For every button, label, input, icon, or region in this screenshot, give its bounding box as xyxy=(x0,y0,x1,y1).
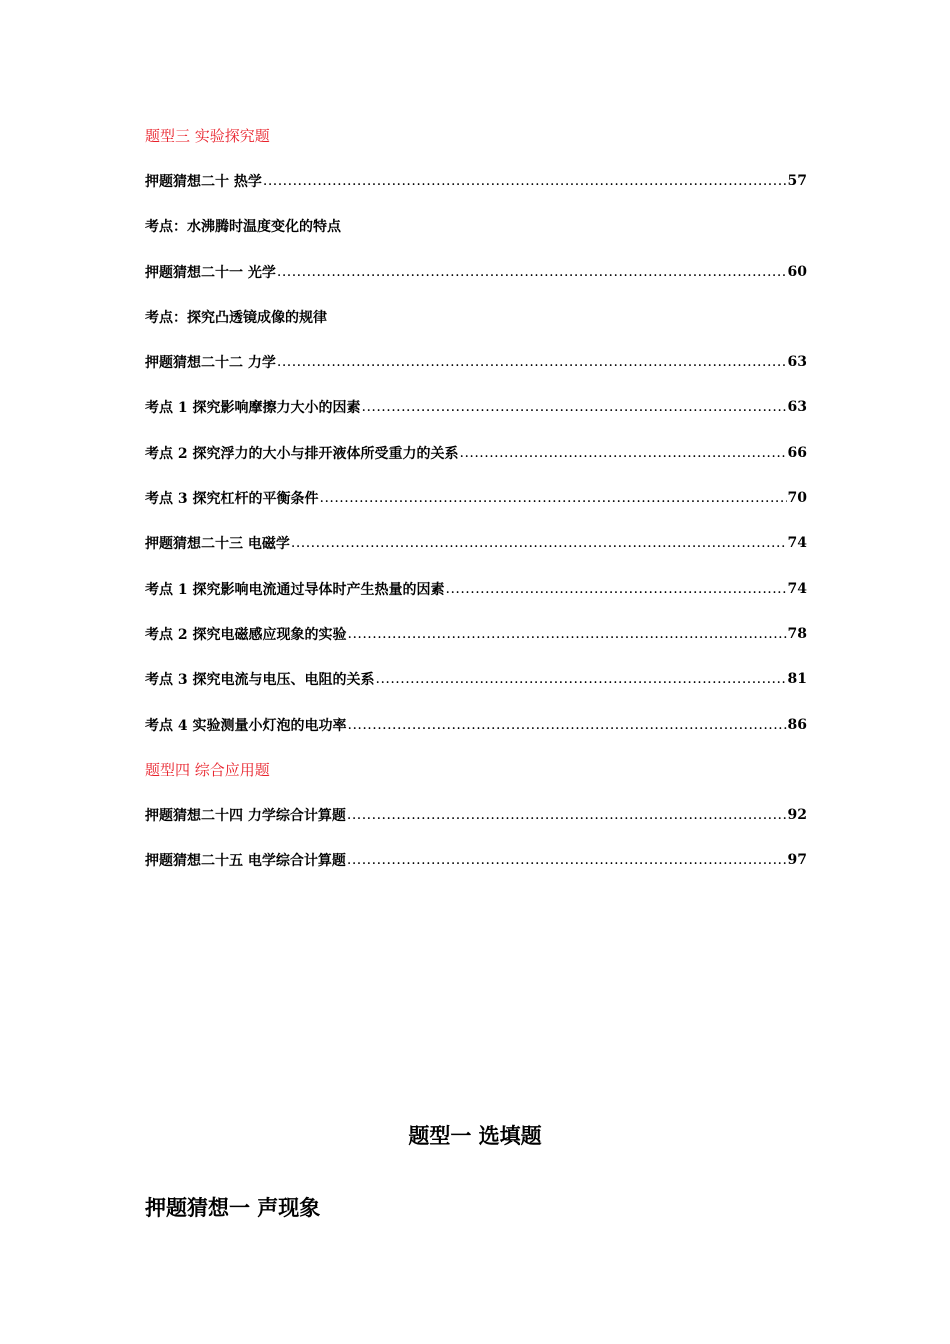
toc-entry-title: 押题猜想二十三 电磁学 xyxy=(145,536,290,553)
dot-leader xyxy=(277,264,787,280)
dot-leader xyxy=(347,852,787,868)
toc-page-number: 60 xyxy=(787,263,807,280)
toc-entry[interactable] xyxy=(145,339,807,384)
toc-section-heading[interactable] xyxy=(145,113,807,158)
toc-entry-title: 考点 1 探究影响电流通过导体时产生热量的因素 xyxy=(145,581,445,598)
toc-page-number: 78 xyxy=(787,625,807,642)
toc-page-number: 81 xyxy=(787,671,807,688)
toc-entry[interactable] xyxy=(145,475,807,520)
section-sub-heading: 押题猜想一 声现象 xyxy=(145,1195,321,1220)
toc-entry[interactable] xyxy=(145,385,807,430)
toc-page-number: 57 xyxy=(787,172,807,189)
toc-entry[interactable] xyxy=(145,430,807,475)
toc-entry[interactable] xyxy=(145,566,807,611)
toc-page-number: 74 xyxy=(787,580,807,597)
toc-entry[interactable] xyxy=(145,611,807,656)
dot-leader xyxy=(263,173,787,189)
toc-entry-title: 押题猜想二十 热学 xyxy=(145,173,262,190)
toc-page-number: 74 xyxy=(787,535,807,552)
dot-leader xyxy=(348,717,787,733)
dot-leader xyxy=(347,807,787,823)
toc-page-number: 66 xyxy=(787,444,807,461)
toc-entry[interactable] xyxy=(145,657,807,702)
dot-leader xyxy=(320,490,787,506)
toc-page-number: 63 xyxy=(787,354,807,371)
toc-entry-title: 押题猜想二十四 力学综合计算题 xyxy=(145,808,346,825)
toc-entry-title: 考点 1 探究影响摩擦力大小的因素 xyxy=(145,400,361,417)
toc-page-number: 97 xyxy=(787,852,807,869)
toc-topic xyxy=(145,294,807,339)
toc-page-number: 92 xyxy=(787,807,807,824)
table-of-contents xyxy=(145,113,807,883)
toc-entry-title: 考点 3 探究电流与电压、电阻的关系 xyxy=(145,672,375,689)
toc-entry[interactable] xyxy=(145,792,807,837)
toc-entry[interactable] xyxy=(145,702,807,747)
dot-leader xyxy=(376,671,787,687)
dot-leader xyxy=(362,399,787,415)
dot-leader xyxy=(291,535,787,551)
dot-leader xyxy=(348,626,787,642)
toc-entry[interactable] xyxy=(145,158,807,203)
toc-topic xyxy=(145,204,807,249)
dot-leader xyxy=(446,581,787,597)
toc-entry-title: 考点 2 探究浮力的大小与排开液体所受重力的关系 xyxy=(145,445,459,462)
toc-entry[interactable] xyxy=(145,521,807,566)
toc-entry-title: 押题猜想二十二 力学 xyxy=(145,355,276,372)
toc-section-heading[interactable] xyxy=(145,747,807,792)
chapter-heading: 题型一 选填题 xyxy=(408,1123,542,1148)
toc-page-number: 70 xyxy=(787,490,807,507)
toc-page-number: 86 xyxy=(787,716,807,733)
toc-entry-title: 考点 2 探究电磁感应现象的实验 xyxy=(145,626,347,643)
toc-section-title: 题型四 综合应用题 xyxy=(145,761,270,780)
dot-leader xyxy=(277,354,787,370)
toc-section-title: 题型三 实验探究题 xyxy=(145,127,270,146)
toc-entry[interactable] xyxy=(145,838,807,883)
toc-entry-title: 考点 3 探究杠杆的平衡条件 xyxy=(145,491,319,508)
toc-entry-title: 押题猜想二十五 电学综合计算题 xyxy=(145,853,346,870)
toc-entry-title: 考点 4 实验测量小灯泡的电功率 xyxy=(145,717,347,734)
dot-leader xyxy=(460,445,787,461)
toc-topic-title: 考点：探究凸透镜成像的规律 xyxy=(145,309,327,326)
toc-entry[interactable] xyxy=(145,249,807,294)
toc-page-number: 63 xyxy=(787,399,807,416)
toc-entry-title: 押题猜想二十一 光学 xyxy=(145,264,276,281)
toc-topic-title: 考点：水沸腾时温度变化的特点 xyxy=(145,219,341,236)
